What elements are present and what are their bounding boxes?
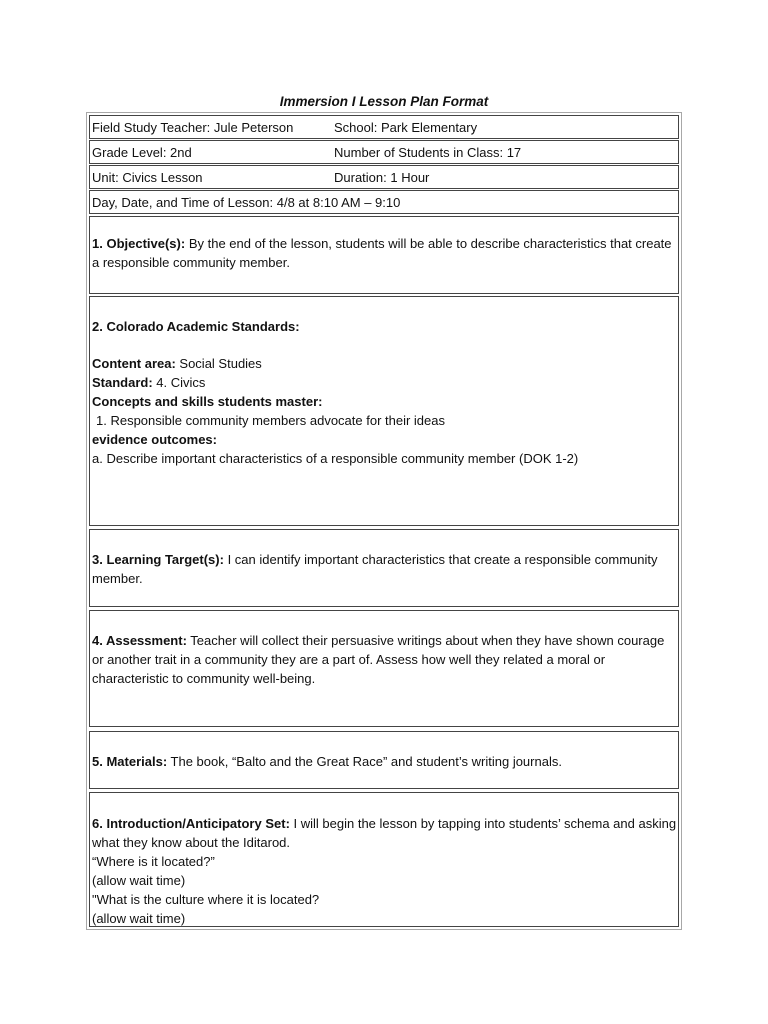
introduction-text: I will begin the lesson by tapping into students’ schema and asking what they know about the Iditarod. (92, 816, 677, 850)
learning-target-text: I can identify important characteristics that create a responsible community member. (92, 552, 658, 586)
materials-text: The book, “Balto and the Great Race” and student’s writing journals. (167, 754, 562, 769)
document-title: Immersion I Lesson Plan Format (279, 94, 489, 109)
teacher-row (89, 115, 679, 139)
assessment-section (89, 610, 679, 727)
learning-target-label: 3. Learning Target(s): (92, 552, 224, 567)
standard-value: 4. Civics (152, 375, 206, 390)
introduction-section (89, 792, 679, 927)
concepts-label: Concepts and skills students master: (92, 394, 323, 409)
student-count-field: Number of Students in Class: 17 (334, 144, 522, 160)
objective-label: 1. Objective(s): (92, 236, 186, 251)
standards-heading: 2. Colorado Academic Standards: (92, 319, 300, 334)
grade-row (89, 140, 679, 164)
assessment-label: 4. Assessment: (92, 633, 187, 648)
objective-text: By the end of the lesson, students will be able to describe characteristics that create a responsible community member. (92, 236, 672, 270)
evidence-item: a. Describe important characteristics of a responsible community member (DOK 1-2) (92, 451, 579, 466)
evidence-label: evidence outcomes: (92, 432, 217, 447)
duration-field: Duration: 1 Hour (334, 169, 430, 185)
assessment-text: Teacher will collect their persuasive writings about when they have shown courage or another trait in a community they are a part of. Assess how well they related a moral or characteristic to community well-being. (92, 633, 665, 686)
grade-level-field: Grade Level: 2nd (92, 144, 192, 160)
content-area-label: Content area: (92, 356, 176, 371)
intro-line: (allow wait time) (92, 911, 186, 926)
intro-line: (allow wait time) (92, 873, 186, 888)
intro-line: "What is the culture where it is located? (92, 892, 320, 907)
materials-label: 5. Materials: (92, 754, 168, 769)
teacher-field: Field Study Teacher: Jule Peterson (92, 119, 294, 135)
content-area-value: Social Studies (175, 356, 262, 371)
school-field: School: Park Elementary (334, 119, 478, 135)
learning-target-section (89, 529, 679, 607)
standards-section (89, 296, 679, 526)
unit-row (89, 165, 679, 189)
introduction-label: 6. Introduction/Anticipatory Set: (92, 816, 290, 831)
standard-label: Standard: (92, 375, 153, 390)
concept-item: 1. Responsible community members advocate for their ideas (96, 413, 445, 428)
unit-field: Unit: Civics Lesson (92, 169, 203, 185)
materials-section (89, 731, 679, 789)
datetime-row (89, 190, 679, 214)
intro-line: “Where is it located?” (92, 854, 215, 869)
datetime-field: Day, Date, and Time of Lesson: 4/8 at 8:10 AM – 9:10 (92, 194, 401, 210)
objective-section (89, 216, 679, 294)
